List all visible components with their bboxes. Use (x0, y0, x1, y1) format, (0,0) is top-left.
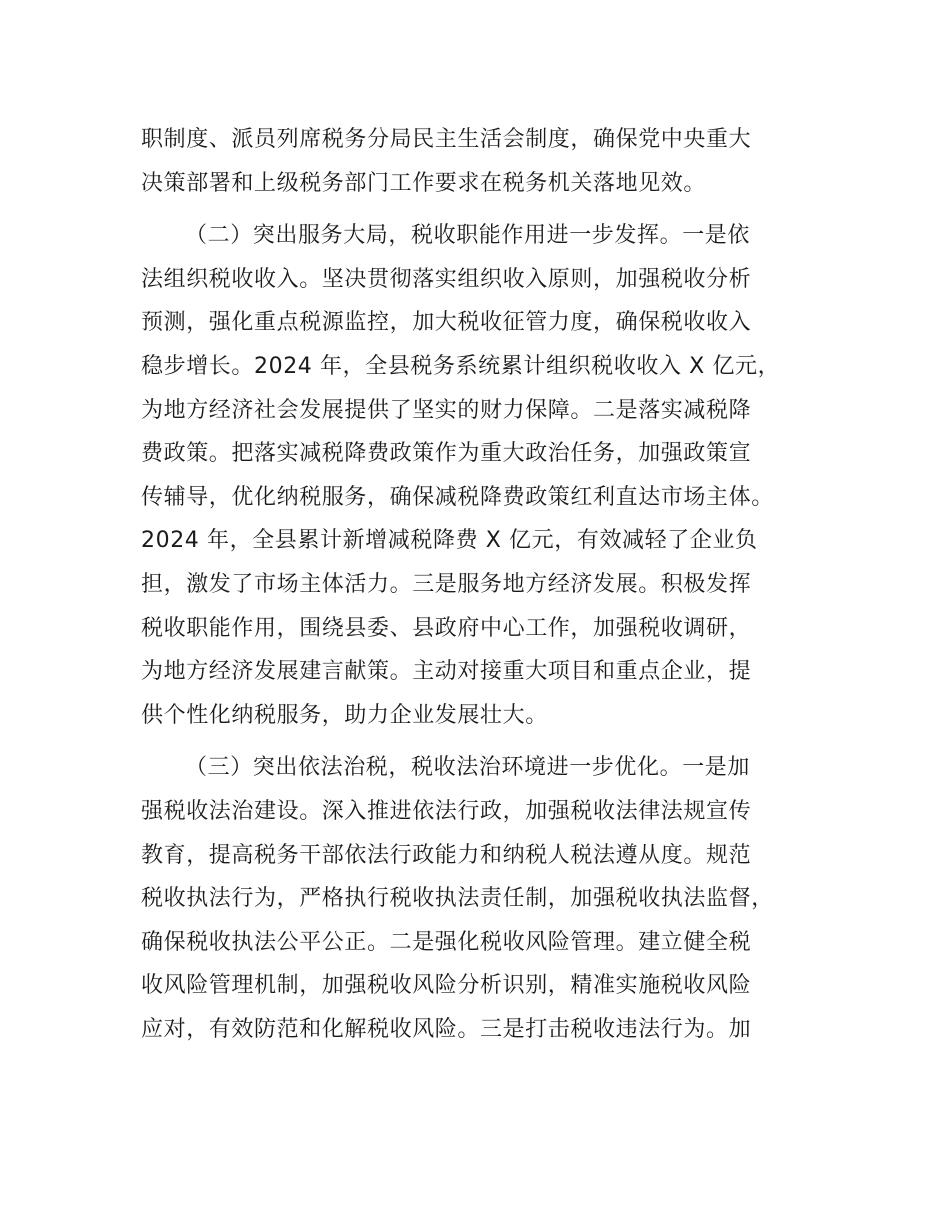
paragraph-line: 供个性化纳税服务，助力企业发展壮大。 (141, 702, 548, 728)
paragraph-line: 2024 年，全县累计新增减税降费 X 亿元，有效减轻了企业负 (141, 528, 758, 554)
paragraph-line: 为地方经济社会发展提供了坚实的财力保障。二是落实减税降 (141, 397, 752, 423)
paragraph-spacing (141, 737, 831, 746)
paragraph-line: （二）突出服务大局，税收职能作用进一步发挥。一是依 (185, 223, 751, 249)
paragraph-line: 法组织税收收入。坚决贯彻落实组织收入原则，加强税收分析 (141, 266, 752, 292)
paragraph-line: 应对，有效防范和化解税收风险。三是打击税收违法行为。加 (141, 1016, 752, 1042)
paragraph-line: 预测，强化重点税源监控，加大税收征管力度，确保税收收入 (141, 310, 752, 336)
paragraph-2 (141, 214, 831, 737)
paragraph-line: 费政策。把落实减税降费政策作为重大政治任务，加强政策宣 (141, 441, 752, 467)
paragraph-line: 税收职能作用，围绕县委、县政府中心工作，加强税收调研， (141, 615, 752, 641)
paragraph-line: 决策部署和上级税务部门工作要求在税务机关落地见效。 (141, 170, 707, 196)
paragraph-line: 确保税收执法公平公正。二是强化税收风险管理。建立健全税 (141, 929, 752, 955)
document-body (141, 118, 831, 1051)
paragraph-line: 强税收法治建设。深入推进依法行政，加强税收法律法规宣传 (141, 798, 752, 824)
paragraph-3 (141, 746, 831, 1051)
paragraph-line: 收风险管理机制，加强税收风险分析识别，精准实施税收风险 (141, 973, 752, 999)
paragraph-spacing (141, 205, 831, 214)
paragraph-line: （三）突出依法治税，税收法治环境进一步优化。一是加 (185, 755, 751, 781)
paragraph-1 (141, 118, 831, 205)
paragraph-line: 为地方经济发展建言献策。主动对接重大项目和重点企业，提 (141, 659, 752, 685)
paragraph-line: 担，激发了市场主体活力。三是服务地方经济发展。积极发挥 (141, 571, 752, 597)
paragraph-line: 教育，提高税务干部依法行政能力和纳税人税法遵从度。规范 (141, 842, 752, 868)
paragraph-line: 税收执法行为，严格执行税收执法责任制，加强税收执法监督， (141, 886, 774, 912)
paragraph-line: 稳步增长。2024 年，全县税务系统累计组织税收收入 X 亿元， (141, 353, 781, 379)
paragraph-line: 传辅导，优化纳税服务，确保减税降费政策红利直达市场主体。 (141, 484, 774, 510)
paragraph-line: 职制度、派员列席税务分局民主生活会制度，确保党中央重大 (141, 127, 752, 152)
